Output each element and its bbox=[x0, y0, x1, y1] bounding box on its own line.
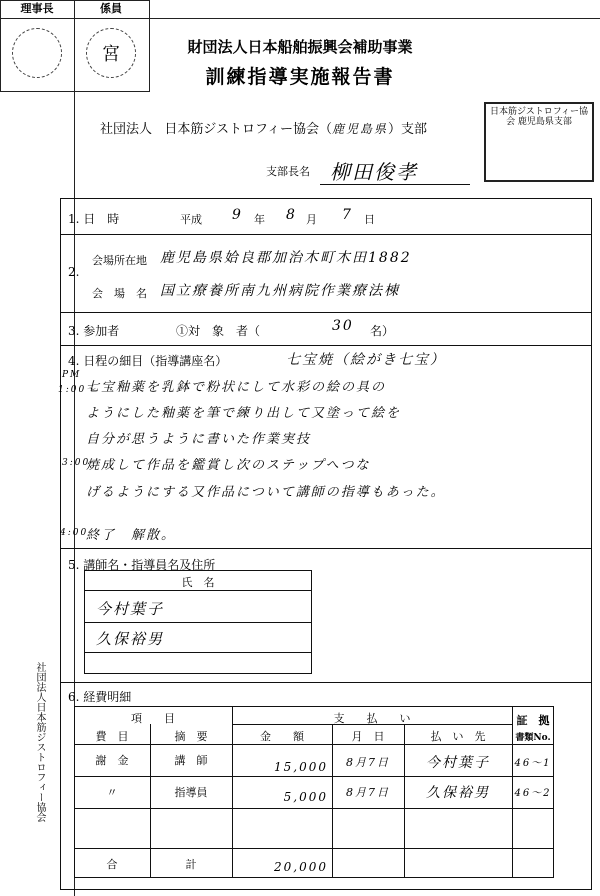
instructors-label: 5. 講師名・指導員名及住所 bbox=[68, 558, 216, 572]
participant-count: 30 bbox=[332, 318, 354, 334]
participants-label: 3. 参加者 bbox=[68, 324, 120, 338]
branch-name: 鹿児島県 bbox=[332, 122, 389, 136]
schedule-line: 3:00 焼成して作品を鑑賞し次のステップへつな bbox=[62, 458, 371, 473]
venue-address: 鹿児島県姶良郡加治木町木田1882 bbox=[160, 250, 412, 266]
schedule-line: 1:00～ 七宝釉薬を乳鉢で粉状にして水彩の絵の具の bbox=[58, 380, 387, 395]
table-row: 〃 bbox=[106, 786, 118, 799]
table-row: 謝 金 bbox=[95, 754, 129, 767]
name-col-header: 氏 名 bbox=[181, 576, 215, 589]
expenses-label: 6. 経費明細 bbox=[68, 690, 132, 704]
association-line: 社団法人 日本筋ジストロフィー協会（鹿児島県）支部 bbox=[100, 122, 428, 137]
day-value: 7 bbox=[342, 207, 353, 223]
era-label: 平成 bbox=[180, 213, 202, 226]
venue-label: 会 場 名 bbox=[92, 287, 147, 300]
side-association-label: 社団法人日本筋ジストロフィー協会 bbox=[34, 662, 45, 822]
branch-head-label: 支部長名 bbox=[266, 165, 310, 178]
month-value: 8 bbox=[286, 207, 297, 223]
schedule-line: 4:00 終了 解散。 bbox=[60, 528, 177, 543]
course-name: 七宝焼（絵がき七宝） bbox=[286, 352, 446, 368]
schedule-line: ようにした釉薬を筆で練り出して又塗って絵を bbox=[86, 406, 402, 421]
branch-head-name: 柳田俊孝 bbox=[330, 160, 418, 184]
schedule-line: 自分が思うように書いた作業実技 bbox=[86, 432, 312, 447]
schedule-label: 4. 日程の細目（指導講座名） bbox=[68, 354, 228, 368]
schedule-line: げるようにする又作品について講師の指導もあった。 bbox=[86, 485, 446, 500]
subsidy-title: 財団法人日本船舶振興会補助事業 bbox=[187, 38, 413, 56]
schedule-lines bbox=[56, 376, 590, 550]
total-amount: 20,000 bbox=[274, 860, 328, 874]
venue-name: 国立療養所南九州病院作業療法棟 bbox=[160, 283, 400, 299]
total-label: 合 bbox=[106, 858, 118, 871]
staff-seal-icon: 宮 bbox=[86, 28, 136, 78]
report-title: 訓練指導実施報告書 bbox=[205, 66, 395, 88]
chairman-label: 理事長 bbox=[20, 2, 54, 15]
instructor-name: 今村葉子 bbox=[96, 600, 165, 618]
branch-seal-stamp: 日本筋ジストロフィー協会 鹿児島県支部 bbox=[484, 102, 594, 182]
staff-label: 係員 bbox=[100, 2, 122, 15]
instructor-name: 久保裕男 bbox=[96, 630, 165, 648]
year-value: 9 bbox=[232, 207, 243, 223]
address-label: 会場所在地 bbox=[92, 254, 147, 267]
datetime-label: 1. 日 時 bbox=[68, 212, 120, 226]
